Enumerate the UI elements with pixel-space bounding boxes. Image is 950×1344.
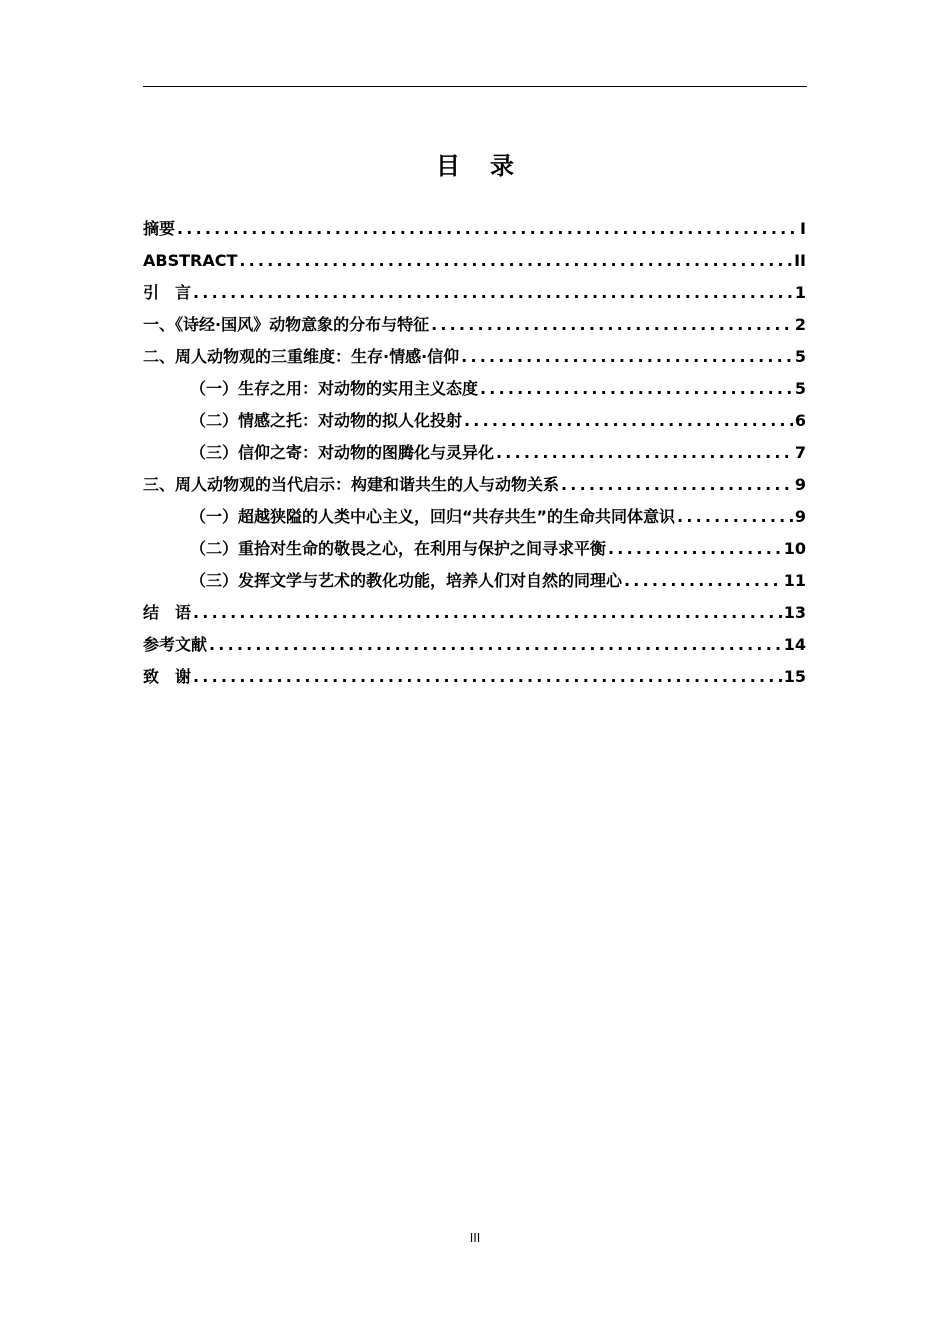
toc-entry-abstract-cn[interactable] (143, 213, 806, 245)
toc-entry-page: 5 (794, 379, 806, 398)
header-rule (143, 86, 807, 87)
toc-entry-page: II (794, 251, 806, 270)
toc-entry-chapter-1[interactable] (143, 309, 806, 341)
toc-entry-title: 结 语 (143, 603, 192, 622)
toc-entry-chapter-2[interactable] (143, 341, 806, 373)
toc-dot-leader (193, 597, 782, 629)
toc-entry-page: 9 (794, 475, 806, 494)
toc-entry-title: （一）生存之用：对动物的实用主义态度 (190, 379, 479, 398)
toc-entry-title: 三、周人动物观的当代启示：构建和谐共生的人与动物关系 (143, 475, 560, 494)
title-char-1: 目 (436, 152, 460, 180)
toc-entry-section-2-3[interactable] (143, 437, 806, 469)
toc-entry-page: 5 (794, 347, 806, 366)
page-number: III (469, 1231, 481, 1245)
toc-entry-page: 13 (783, 603, 806, 622)
toc-entry-title: 摘要 (143, 219, 176, 238)
toc-entry-title: 二、周人动物观的三重维度：生存·情感·信仰 (143, 347, 460, 366)
toc-entry-section-3-1[interactable] (143, 501, 806, 533)
toc-dot-leader (431, 309, 793, 341)
toc-entry-conclusion[interactable] (143, 597, 806, 629)
toc-entry-title: 一、《诗经·国风》动物意象的分布与特征 (143, 315, 430, 334)
toc-entry-page: 1 (794, 283, 806, 302)
toc-dot-leader (608, 533, 782, 565)
toc-entry-page: 6 (794, 411, 806, 430)
toc-entry-introduction[interactable] (143, 277, 806, 309)
toc-dot-leader (561, 469, 793, 501)
toc-dot-leader (177, 213, 798, 245)
toc-entry-title: （二）重拾对生命的敬畏之心，在利用与保护之间寻求平衡 (190, 539, 607, 558)
toc-entry-page: 7 (794, 443, 806, 462)
toc-dot-leader (461, 341, 793, 373)
toc-entry-page: 10 (783, 539, 806, 558)
toc-entry-title: 引 言 (143, 283, 192, 302)
toc-entry-title: （一）超越狭隘的人类中心主义，回归“共存共生”的生命共同体意识 (190, 507, 676, 526)
toc-dot-leader (209, 629, 782, 661)
toc-entry-title: （三）发挥文学与艺术的教化功能，培养人们对自然的同理心 (190, 571, 623, 590)
toc-entry-title: ABSTRACT (143, 251, 238, 270)
toc-dot-leader (464, 405, 793, 437)
toc-entry-page: 14 (783, 635, 806, 654)
toc-entry-title: 参考文献 (143, 635, 208, 654)
toc-dot-leader (496, 437, 793, 469)
page-title (0, 148, 950, 184)
toc-entry-section-2-1[interactable] (143, 373, 806, 405)
toc-entry-page: 9 (794, 507, 806, 526)
toc-entry-page: 2 (794, 315, 806, 334)
toc-entry-page: 15 (783, 667, 806, 686)
toc-dot-leader (193, 277, 793, 309)
toc-entry-title: 致 谢 (143, 667, 192, 686)
toc-entry-references[interactable] (143, 629, 806, 661)
toc-entry-section-2-2[interactable] (143, 405, 806, 437)
table-of-contents (143, 213, 806, 693)
toc-dot-leader (677, 501, 793, 533)
toc-dot-leader (480, 373, 793, 405)
toc-dot-leader (193, 661, 782, 693)
toc-entry-title: （三）信仰之寄：对动物的图腾化与灵异化 (190, 443, 495, 462)
toc-entry-page: I (800, 219, 806, 238)
toc-entry-section-3-3[interactable] (143, 565, 806, 597)
toc-entry-abstract-en[interactable] (143, 245, 806, 277)
toc-dot-leader (239, 245, 792, 277)
toc-entry-section-3-2[interactable] (143, 533, 806, 565)
toc-dot-leader (624, 565, 782, 597)
toc-entry-acknowledgements[interactable] (143, 661, 806, 693)
toc-entry-page: 11 (783, 571, 806, 590)
title-char-2: 录 (490, 152, 514, 180)
toc-entry-title: （二）情感之托：对动物的拟人化投射 (190, 411, 463, 430)
toc-entry-chapter-3[interactable] (143, 469, 806, 501)
